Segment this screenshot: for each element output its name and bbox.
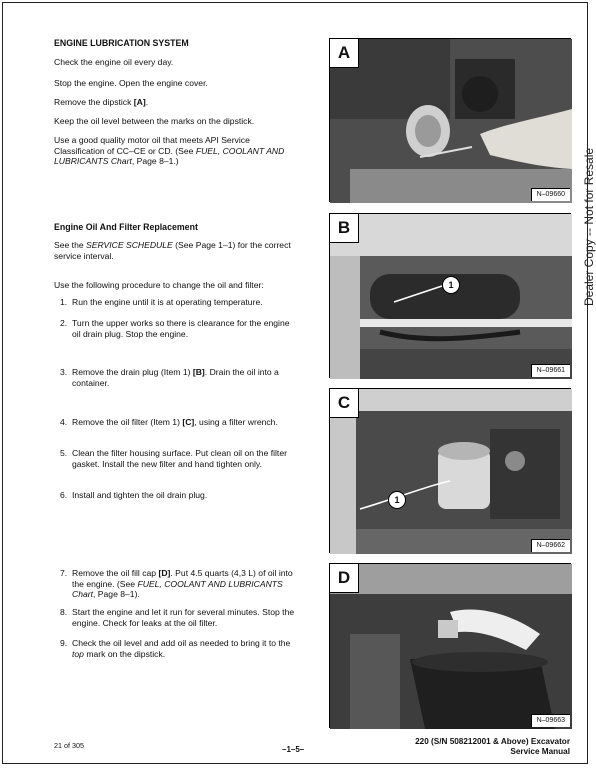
- figure-ref-a: [A]: [133, 97, 146, 107]
- section-heading-oil-filter: Engine Oil And Filter Replacement: [54, 222, 198, 232]
- figure-b-photo: [329, 213, 571, 378]
- figure-d-code: N–09663: [531, 714, 570, 727]
- figure-b-callout: 1: [442, 276, 460, 294]
- paragraph-oil-level: Keep the oil level between the marks on the dipstick.: [54, 116, 255, 126]
- figure-ref-c: [C]: [182, 417, 195, 427]
- paragraph-procedure-intro: Use the following procedure to change the oil and filter:: [54, 280, 264, 290]
- section-heading-lubrication: ENGINE LUBRICATION SYSTEM: [54, 38, 189, 48]
- figure-c-code: N–09662: [531, 539, 570, 552]
- figure-b-label: B: [330, 214, 359, 243]
- figure-c-photo: [329, 388, 571, 553]
- footer-page-count: 21 of 305: [54, 741, 84, 750]
- figure-c-callout: 1: [388, 491, 406, 509]
- figure-a-label: A: [330, 39, 359, 68]
- oil-fill-cap-illustration: [330, 564, 572, 729]
- engine-dipstick-illustration: [330, 39, 572, 203]
- figure-ref-b: [B]: [192, 367, 205, 377]
- footer-page-number: –1–5–: [282, 745, 305, 754]
- dealer-copy-watermark: Dealer Copy -- Not for Resale: [582, 147, 596, 306]
- oil-filter-illustration: [330, 389, 572, 554]
- paragraph-check-oil: Check the engine oil every day.: [54, 57, 174, 67]
- figure-a-code: N–09660: [531, 188, 570, 201]
- figure-d-label: D: [330, 564, 359, 593]
- footer-manual-title: Service Manual: [510, 747, 570, 756]
- figure-b-code: N–09661: [531, 364, 570, 377]
- paragraph-service-schedule: See the SERVICE SCHEDULE (See Page 1–1) for the correct service interval.: [54, 240, 291, 261]
- figure-ref-d: [D]: [158, 568, 171, 578]
- figure-a-photo: [329, 38, 571, 202]
- paragraph-remove-dipstick: Remove the dipstick [A].: [54, 97, 149, 107]
- figure-d-photo: [329, 563, 571, 728]
- drain-plug-illustration: [330, 214, 572, 379]
- paragraph-oil-quality: Use a good quality motor oil that meets API Service Classification of CC–CE or CD. (See FUEL, COOLANT AND LUBRICANTS Chart, Page 8–1.): [54, 135, 285, 166]
- paragraph-stop-engine: Stop the engine. Open the engine cover.: [54, 78, 208, 88]
- footer-model: 220 (S/N 508212001 & Above) Excavator: [415, 737, 570, 746]
- figure-c-label: C: [330, 389, 359, 418]
